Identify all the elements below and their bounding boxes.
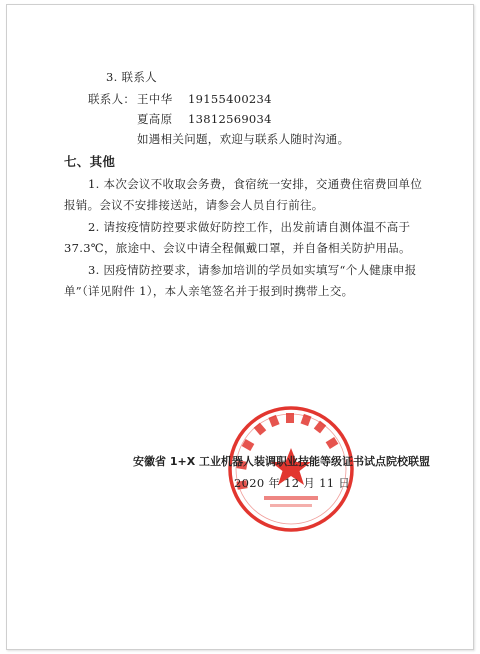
contact-person1-name: 王中华 <box>137 92 173 106</box>
other-item2-line2: 37.3℃，旅途中、会议中请全程佩戴口罩，并自备相关防护用品。 <box>64 241 411 255</box>
official-seal-icon <box>226 404 356 534</box>
other-item3-line1: 3. 因疫情防控要求，请参加培训的学员如实填写“个人健康申报 <box>88 263 417 277</box>
other-item2-line1: 2. 请按疫情防控要求做好防控工作，出发前请自测体温不高于 <box>88 220 411 234</box>
other-item1-line2: 报销。会议不安排接送站，请参会人员自行前往。 <box>64 198 324 212</box>
contact-person2-name: 夏高原 <box>137 112 173 126</box>
contact-person1-phone: 19155400234 <box>188 92 272 106</box>
contact-person2-phone: 13812569034 <box>188 112 272 126</box>
contact-note: 如遇相关问题，欢迎与联系人随时沟通。 <box>137 132 350 146</box>
other-item1-line1: 1. 本次会议不收取会务费，食宿统一安排，交通费住宿费回单位 <box>88 177 423 191</box>
signature-date: 2020 年 12 月 11 日 <box>234 476 351 490</box>
section-heading-other: 七、其他 <box>64 154 116 169</box>
contact-section-label: 3. 联系人 <box>106 70 157 84</box>
organization-signature: 安徽省 1+X 工业机器人装调职业技能等级证书试点院校联盟 <box>133 455 431 468</box>
other-item3-line2: 单”（详见附件 1），本人亲笔签名并于报到时携带上交。 <box>64 284 354 298</box>
contact-label: 联系人： <box>88 92 136 106</box>
